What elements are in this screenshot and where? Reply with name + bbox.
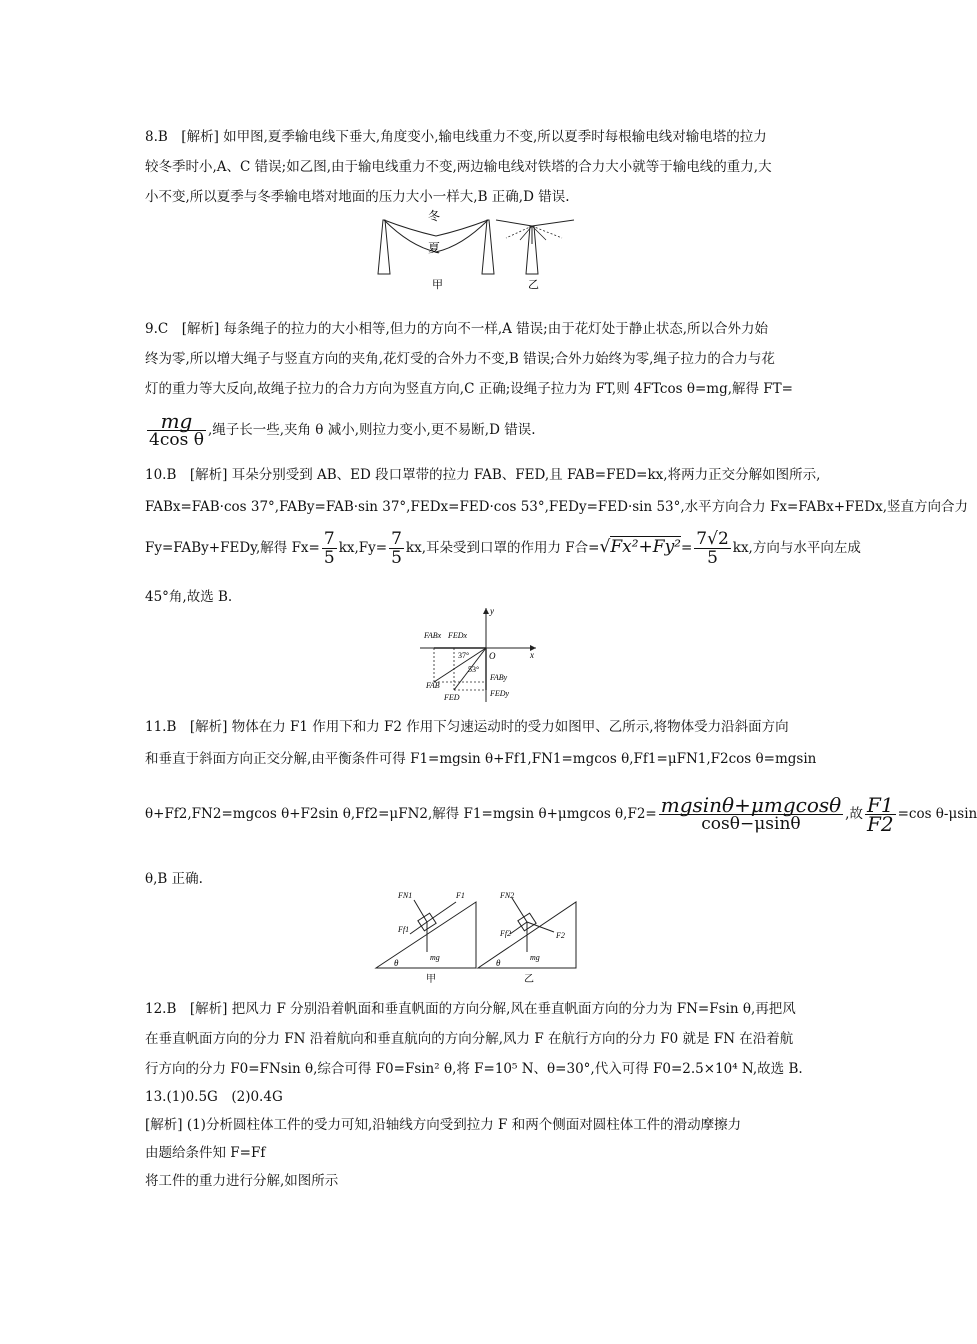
q11-line-3a: θ+Ff2,FN2=mgcos θ+F2sin θ,Ff2=μFN2,解得 F1=mgsin θ+μmgcos θ,F2=: [145, 806, 657, 822]
q11-line-4: θ,B 正确.: [145, 871, 203, 887]
fedx-label: FEDx: [448, 631, 468, 640]
winter-label: 冬: [428, 209, 441, 223]
q9-line-4: [145, 409, 536, 450]
q10-line-2: FABx=FAB·cos 37°,FABy=FAB·sin 37°,FEDx=FED·cos 53°,FEDy=FED·sin 53°,水平方向合力 Fx=FABx+FEDx,竖直方向合力: [145, 499, 969, 515]
fab-label: FAB: [426, 681, 440, 690]
q12-line-1: 12.B [解析] 把风力 F 分别沿着帆面和垂直帆面的方向分解,风在垂直帆面方向的分力为 FN=Fsin θ,再把风: [145, 1001, 796, 1017]
q9-line-4-text: ,绳子长一些,夹角 θ 减小,则拉力变小,更不易断,D 错误.: [207, 422, 536, 438]
fig-jia-label-2: 甲: [426, 974, 436, 985]
q10-sqrt-expr: Fx²+Fy²: [610, 537, 681, 557]
fig-yi-label-2: 乙: [524, 974, 534, 985]
q8-line-2: 较冬季时小,A、C 错误;如乙图,由于输电线重力不变,两边输电线对铁塔的合力大小就等于输电线的重力,大: [145, 159, 772, 175]
q8-line-3: 小不变,所以夏季与冬季输电塔对地面的压力大小一样大,B 正确,D 错误.: [145, 189, 570, 205]
q10-frac-fx-num: 7: [323, 529, 335, 549]
angle-53-label: 53°: [468, 665, 480, 674]
q9-line-3: 灯的重力等大反向,故绳子拉力的合力方向为竖直方向,C 正确;设绳子拉力为 FT,则 4FTcos θ=mg,解得 FT=: [145, 381, 793, 397]
fed-label: FED: [444, 693, 460, 702]
q10-frac-fy-den: 5: [391, 548, 402, 568]
q10-line-3c: kx,方向与水平向左成: [732, 540, 861, 556]
q10-frac-fy: [389, 530, 404, 567]
q10-frac-fy-num: 7: [391, 529, 402, 549]
q11-frac-f2-num: mgsinθ+μmgcosθ: [660, 793, 842, 817]
mg-label-1: mg: [430, 953, 440, 962]
q11-frac-ratio: [865, 793, 896, 836]
summer-label: 夏: [428, 241, 441, 255]
q13-line-2: [解析] (1)分析圆柱体工件的受力可知,沿轴线方向受到拉力 F 和两个侧面对圆柱体工件的滑动摩擦力: [145, 1117, 742, 1133]
q11-line-3b: ,故: [845, 806, 863, 822]
mg-label-2: mg: [530, 953, 540, 962]
q10-frac-f-num: 7√2: [696, 529, 729, 549]
q10-sqrt: √Fx²+Fy²: [599, 537, 681, 557]
q13-line-3: 由题给条件知 F=Ff: [145, 1145, 266, 1161]
q9-line-2: 终为零,所以增大绳子与竖直方向的夹角,花灯受的合外力不变,B 错误;合外力始终为零,绳子拉力的合力与花: [145, 351, 775, 367]
q10-line-1: 10.B [解析] 耳朵分别受到 AB、ED 段口罩带的拉力 FAB、FED,且 FAB=FED=kx,将两力正交分解如图所示,: [145, 467, 821, 483]
q11-line-2: 和垂直于斜面方向正交分解,由平衡条件可得 F1=mgsin θ+Ff1,FN1=mgcos θ,Ff1=μFN1,F2cos θ=mgsin: [145, 751, 817, 767]
theta-label-1: θ: [394, 958, 399, 968]
angle-37-label: 37°: [458, 651, 470, 660]
ff1-label: Ff1: [398, 925, 410, 934]
fedy-label: FEDy: [490, 689, 510, 698]
origin-label: O: [489, 651, 496, 661]
fig-yi-label: 乙: [528, 279, 539, 291]
q10-line-3b: kx,耳朵受到口罩的作用力 F合=: [405, 540, 600, 556]
q8-figure: [370, 208, 610, 294]
q10-kx-fy: kx,Fy=: [338, 540, 388, 556]
q10-line-3a: Fy=FABy+FEDy,解得 Fx=: [145, 540, 320, 556]
q11-frac-ratio-num: F1: [866, 793, 894, 817]
q12-line-3: 行方向的分力 F0=FNsin θ,综合可得 F0=Fsin² θ,将 F=10⁵ N、θ=30°,代入可得 F0=2.5×10⁴ N,故选 B.: [145, 1061, 803, 1077]
q11-line-1: 11.B [解析] 物体在力 F1 作用下和力 F2 作用下匀速运动时的受力如图甲、乙所示,将物体受力沿斜面方向: [145, 719, 789, 735]
q12-line-2: 在垂直帆面方向的分力 FN 沿着航向和垂直航向的方向分解,风力 F 在航行方向的分力 F0 就是 FN 在沿着航: [145, 1031, 794, 1047]
q10-frac-fx-den: 5: [323, 548, 335, 568]
fig-jia-label: 甲: [432, 279, 443, 291]
q11-line-3c: =cos θ-μsin: [897, 806, 977, 822]
q8-line-1: 8.B [解析] 如甲图,夏季输电线下垂大,角度变小,输电线重力不变,所以夏季时每根输电线对输电塔的拉力: [145, 129, 767, 145]
q10-frac-f: [694, 530, 730, 567]
q13-line-1: 13.(1)0.5G (2)0.4G: [145, 1089, 283, 1105]
q13-line-4: 将工件的重力进行分解,如图所示: [145, 1173, 339, 1189]
q10-figure: [412, 604, 544, 704]
q11-line-3: [145, 793, 977, 836]
q9-frac-num: mg: [147, 412, 206, 431]
f1-label: F1: [456, 891, 465, 900]
q11-frac-f2: [659, 793, 843, 834]
fn2-label: FN2: [500, 891, 515, 900]
fabx-label: FABx: [424, 631, 442, 640]
q11-figure: [372, 886, 582, 986]
y-axis-label: y: [490, 606, 494, 616]
q10-line-3: Fy=FABy+FEDy,解得 Fx= $\frac{7}{5}$ kx,Fy= $\frac{7}{5}$ kx,耳朵受到口罩的作用力 F合=√Fx²+Fy²= $\frac{7√2}{5}$ kx,方向与水平向左成: [145, 529, 861, 568]
q9-fraction: [147, 409, 206, 450]
q11-frac-f2-den: cosθ−μsinθ: [701, 814, 801, 834]
ff2-label: Ff2: [500, 929, 512, 938]
fn1-label: FN1: [398, 891, 413, 900]
theta-label-2: θ: [496, 958, 501, 968]
q11-frac-ratio-den: F2: [866, 812, 894, 836]
q10-frac-fx: [322, 530, 337, 567]
q9-line-1: 9.C [解析] 每条绳子的拉力的大小相等,但力的方向不一样,A 错误;由于花灯处于静止状态,所以合外力始: [145, 321, 768, 337]
q10-frac-f-den: 5: [707, 548, 718, 568]
x-axis-label: x: [530, 650, 534, 660]
faby-label: FABy: [490, 673, 508, 682]
q9-frac-den: 4cos θ: [149, 430, 204, 450]
f2-label: F2: [556, 931, 565, 940]
q10-line-4: 45°角,故选 B.: [145, 589, 233, 605]
